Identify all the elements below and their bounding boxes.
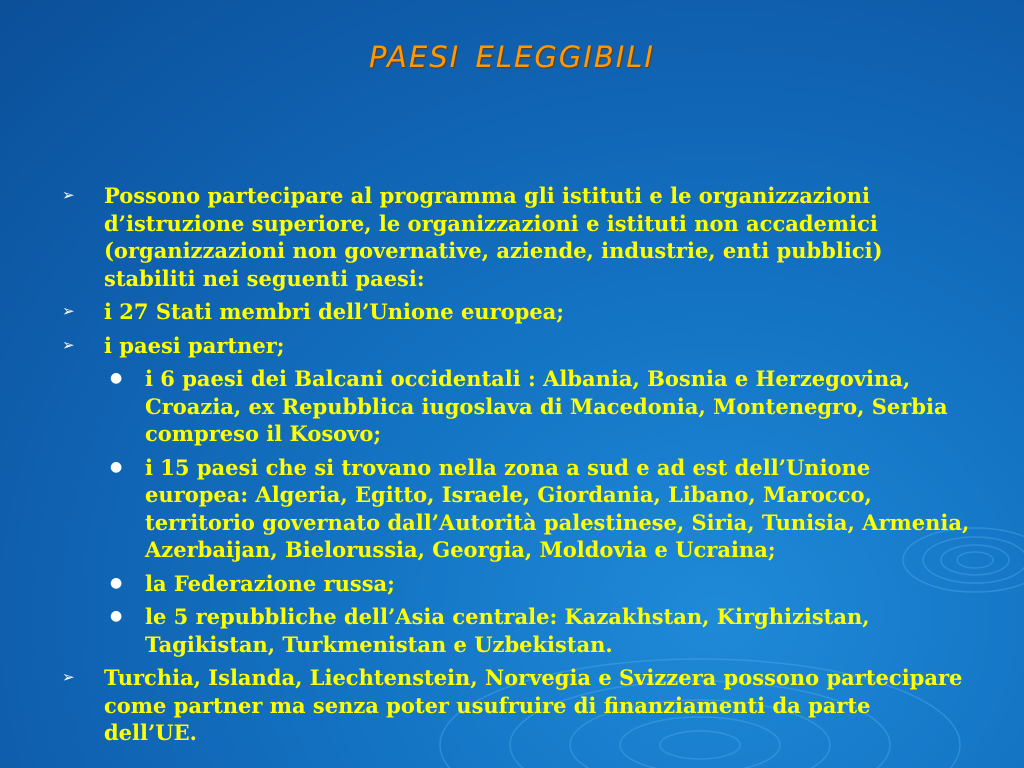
arrow-bullet-icon: ➢ [62, 668, 75, 686]
dot-bullet-icon: ● [110, 370, 123, 386]
sub-list-item [110, 365, 970, 448]
dot-bullet-icon: ● [110, 574, 123, 591]
sub-list-item-text: i 6 paesi dei Balcani occidentali : Albania, Bosnia e Herzegovina, Croazia, ex Repubblica iugoslava di Macedonia, Montenegro, Serbia compreso il Kosovo; [145, 366, 948, 446]
list-item-text: i paesi partner; [104, 332, 285, 358]
dot-bullet-icon: ● [110, 608, 123, 624]
slide-title: paesi eleggibili [369, 28, 655, 77]
sub-list-item [110, 454, 970, 564]
dot-bullet-icon: ● [110, 458, 123, 475]
sub-list-item-text: la Federazione russa; [145, 570, 395, 596]
list-item-text: Turchia, Islanda, Liechtenstein, Norvegia e Svizzera possono partecipare come partner ma senza poter usufruire di finanziamenti da parte dell’UE. [104, 665, 963, 745]
sub-list-item [110, 570, 970, 598]
list-item-text: Possono partecipare al programma gli istituti e le organizzazioni d’istruzione superiore, le organizzazioni e istituti non accademici (organizzazioni non governative, aziende, industrie, enti pubblici) stabiliti nei seguenti paesi: [104, 183, 883, 291]
arrow-bullet-icon: ➢ [62, 335, 75, 354]
list-item-text: i 27 Stati membri dell’Unione europea; [104, 299, 565, 324]
list-item [60, 664, 970, 747]
sub-list-item-text: le 5 repubbliche dell’Asia centrale: Kazakhstan, Kirghizistan, Tagikistan, Turkmenistan e Uzbekistan. [145, 604, 870, 657]
arrow-bullet-icon: ➢ [62, 186, 75, 204]
bullet-list [60, 182, 970, 753]
list-item [60, 332, 970, 360]
list-item [60, 298, 970, 326]
sub-list-item [110, 603, 970, 658]
arrow-bullet-icon: ➢ [62, 302, 75, 320]
list-item [60, 182, 970, 292]
sub-list-item-text: i 15 paesi che si trovano nella zona a sud e ad est dell’Unione europea: Algeria, Egitto, Israele, Giordania, Libano, Marocco, territorio governato dall’Autorità palestinese, Siria, Tunisia, Armenia, Azerbaijan, Bielorussia, Georgia, Moldovia e Ucraina; [145, 454, 970, 562]
